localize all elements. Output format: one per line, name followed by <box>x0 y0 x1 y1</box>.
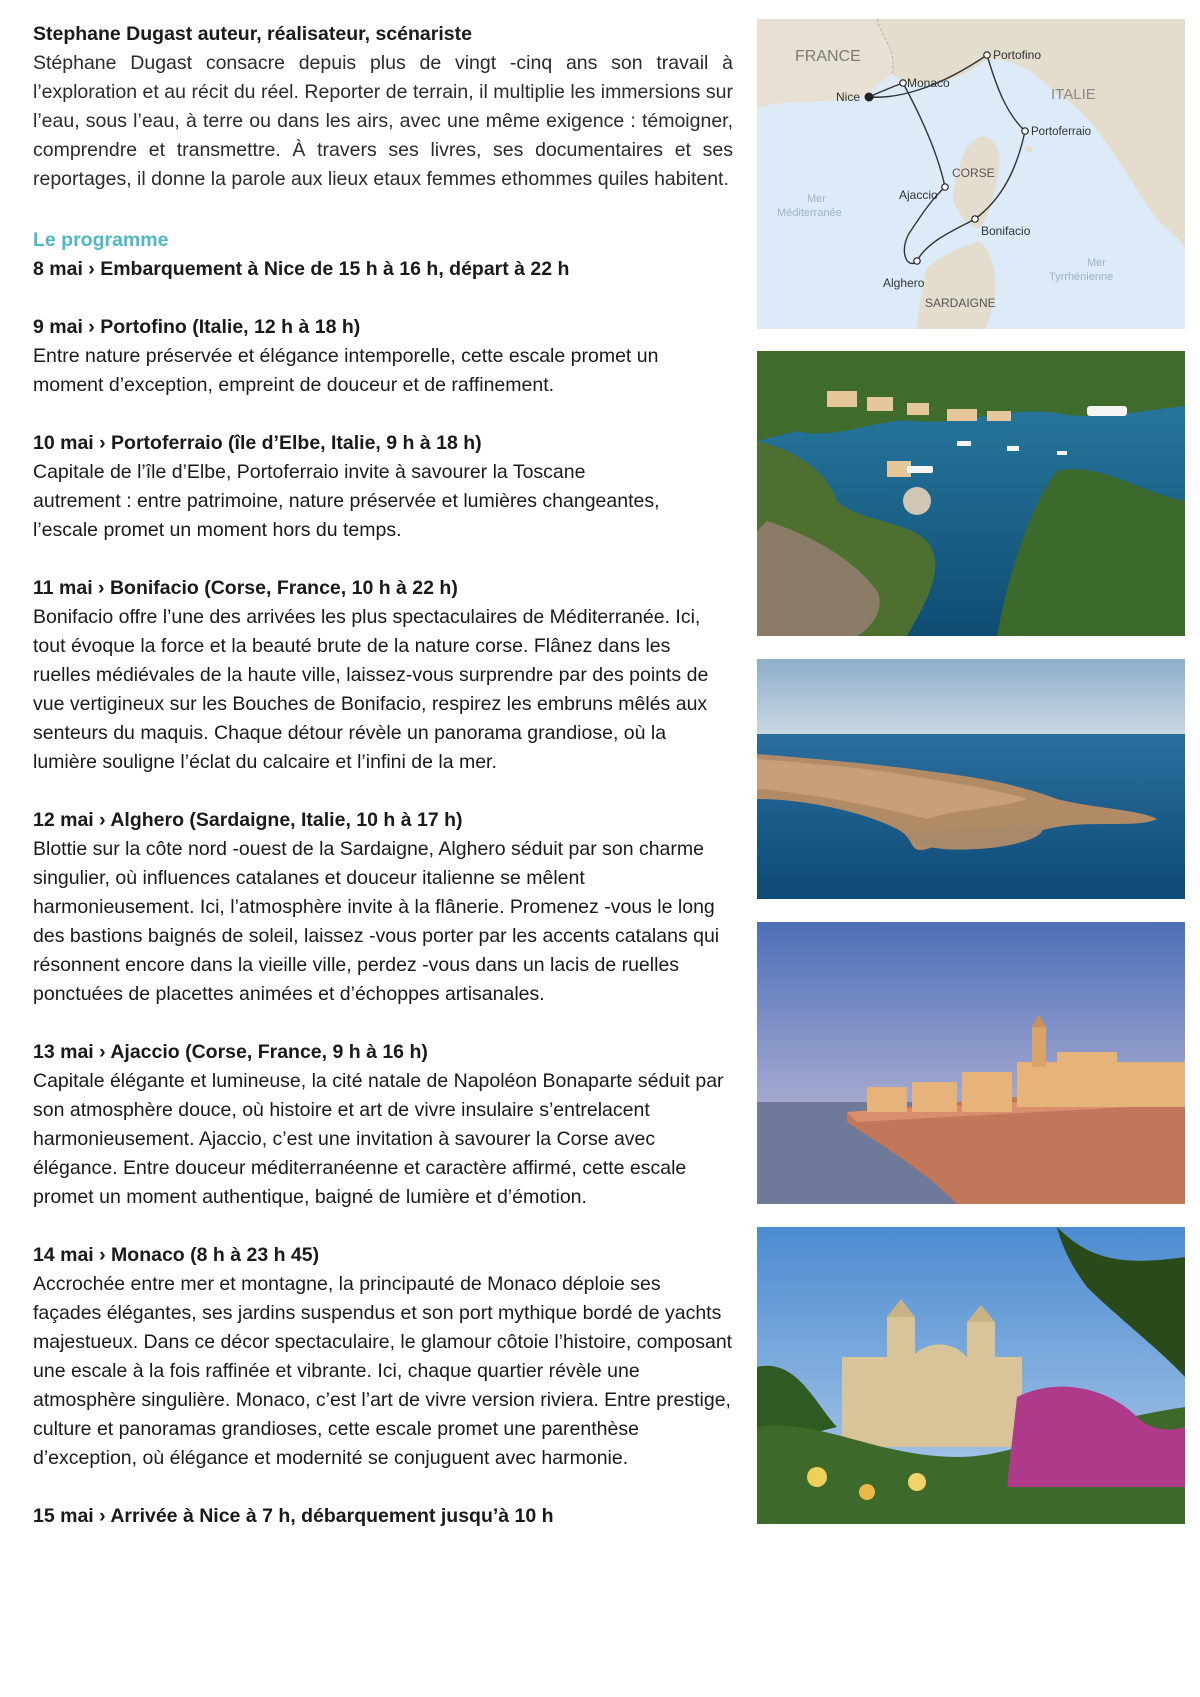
label-sardaigne: SARDAIGNE <box>925 296 996 310</box>
label-portoferraio: Portoferraio <box>1031 126 1092 138</box>
sardinia-landmass <box>917 241 995 329</box>
bonifacio-marker <box>972 216 978 222</box>
route-map <box>757 19 1185 329</box>
day-text-3: Capitale de l’île d’Elbe, Portoferraio invite à savourer la Toscane autrement : entre patrimoine, nature préservée et lumières changeantes, l’escale promet un moment hors du temps. <box>33 461 660 541</box>
route-map-svg <box>757 19 1185 329</box>
day-heading-5: 12 mai › Alghero (Sardaigne, Italie, 10 h à 17 h) <box>33 809 463 831</box>
nice-marker <box>865 93 874 102</box>
alghero-marker <box>914 258 920 264</box>
portofino-marker <box>984 52 990 58</box>
day-text-2: Entre nature préservée et élégance intemporelle, cette escale promet un moment d’exception, empreint de douceur et de raffinement. <box>33 345 659 396</box>
day-heading-2: 9 mai › Portofino (Italie, 12 h à 18 h) <box>33 316 361 338</box>
label-monaco: Monaco <box>907 76 950 90</box>
day-heading-8: 15 mai › Arrivée à Nice à 7 h, débarquement jusqu’à 10 h <box>33 1505 554 1527</box>
label-italie: ITALIE <box>1051 86 1096 103</box>
label-corse: CORSE <box>952 166 995 180</box>
photo-alghero <box>757 922 1185 1204</box>
photo-monaco <box>757 1227 1185 1524</box>
monaco-marker <box>900 80 906 86</box>
label-nice: Nice <box>836 90 861 104</box>
label-ajaccio: Ajaccio <box>899 188 938 202</box>
day-heading-1: 8 mai › Embarquement à Nice de 15 h à 16 h, départ à 22 h <box>33 258 570 280</box>
day-heading-3: 10 mai › Portoferraio (île d’Elbe, Italie, 9 h à 18 h) <box>33 432 482 454</box>
label-portofino: Portofino <box>993 48 1042 62</box>
label-sea-med-1: Mer <box>807 193 826 205</box>
label-sea-med-2: Méditerranée <box>777 207 842 219</box>
ajaccio-marker <box>942 184 948 190</box>
day-heading-7: 14 mai › Monaco (8 h à 23 h 45) <box>33 1244 320 1266</box>
day-heading-4: 11 mai › Bonifacio (Corse, France, 10 h à 22 h) <box>33 577 458 599</box>
programme-title: Le programme <box>33 229 169 251</box>
label-france: FRANCE <box>795 48 861 65</box>
label-bonifacio: Bonifacio <box>981 224 1031 238</box>
author-heading: Stephane Dugast auteur, réalisateur, scénariste <box>33 23 472 45</box>
label-sea-tyr-1: Mer <box>1087 257 1106 269</box>
label-sea-tyr-2: Tyrrhénienne <box>1049 271 1114 283</box>
portoferraio-marker <box>1022 128 1028 134</box>
day-text-6: Capitale élégante et lumineuse, la cité natale de Napoléon Bonaparte séduit par son atmosphère douce, où histoire et art de vivre insulaire s’entrelacent harmonieusement. Ajaccio, c’est une invitation à savourer la Corse avec élégance. Entre douceur méditerranéenne et caractère affirmé, cette escale promet un moment authentique, baigné de lumière et d’émotion. <box>33 1070 724 1208</box>
day-text-7: Accrochée entre mer et montagne, la principauté de Monaco déploie ses façades élégantes, ses jardins suspendus et son port mythique bordé de yachts majestueux. Dans ce décor spectaculaire, le glamour côtoie l’histoire, composant une escale à la fois raffinée et vibrante. Ici, chaque quartier révèle une atmosphère singulière. Monaco, c’est l’art de vivre version riviera. Entre prestige, culture et panoramas grandioses, cette escale promet une parenthèse d’exception, où élégance et modernité se conjuguent avec harmonie. <box>33 1273 733 1469</box>
photo-portoferraio <box>757 659 1185 899</box>
photo-portofino <box>757 351 1185 636</box>
label-alghero: Alghero <box>883 276 925 290</box>
day-text-5: Blottie sur la côte nord -ouest de la Sardaigne, Alghero séduit par son charme singulier, où influences catalanes et douceur italienne se mêlent harmonieusement. Ici, l’atmosphère invite à la flânerie. Promenez -vous le long des bastions baignés de soleil, laissez -vous porter par les accents catalans qui résonnent encore dans la vieille ville, perdez -vous dans un lacis de ruelles ponctuées de placettes animées et d’échoppes artisanales. <box>33 838 720 1005</box>
day-text-4: Bonifacio offre l’une des arrivées les plus spectaculaires de Méditerranée. Ici, tout évoque la force et la beauté brute de la nature corse. Flânez dans les ruelles médiévales de la haute ville, laissez-vous surprendre par des points de vue vertigineux sur les Bouches de Bonifacio, respirez les embruns mêlés aux senteurs du maquis. Chaque détour révèle un panorama grandiose, où la lumière souligne l’éclat du calcaire et l’infini de la mer. <box>33 606 709 773</box>
main-text-column <box>33 20 733 1531</box>
day-heading-6: 13 mai › Ajaccio (Corse, France, 9 h à 16 h) <box>33 1041 428 1063</box>
author-bio: Stéphane Dugast consacre depuis plus de vingt -cinq ans son travail à l’exploration et au récit du réel. Reporter de terrain, il multiplie les immersions sur l’eau, sous l’eau, à terre ou dans les airs, avec une même exigence : témoigner, comprendre et transmettre. À travers ses livres, ses documentaires et ses reportages, il donne la parole aux lieux etaux femmes ethommes quiles habitent. <box>33 52 733 190</box>
corsica-landmass <box>953 137 1000 229</box>
